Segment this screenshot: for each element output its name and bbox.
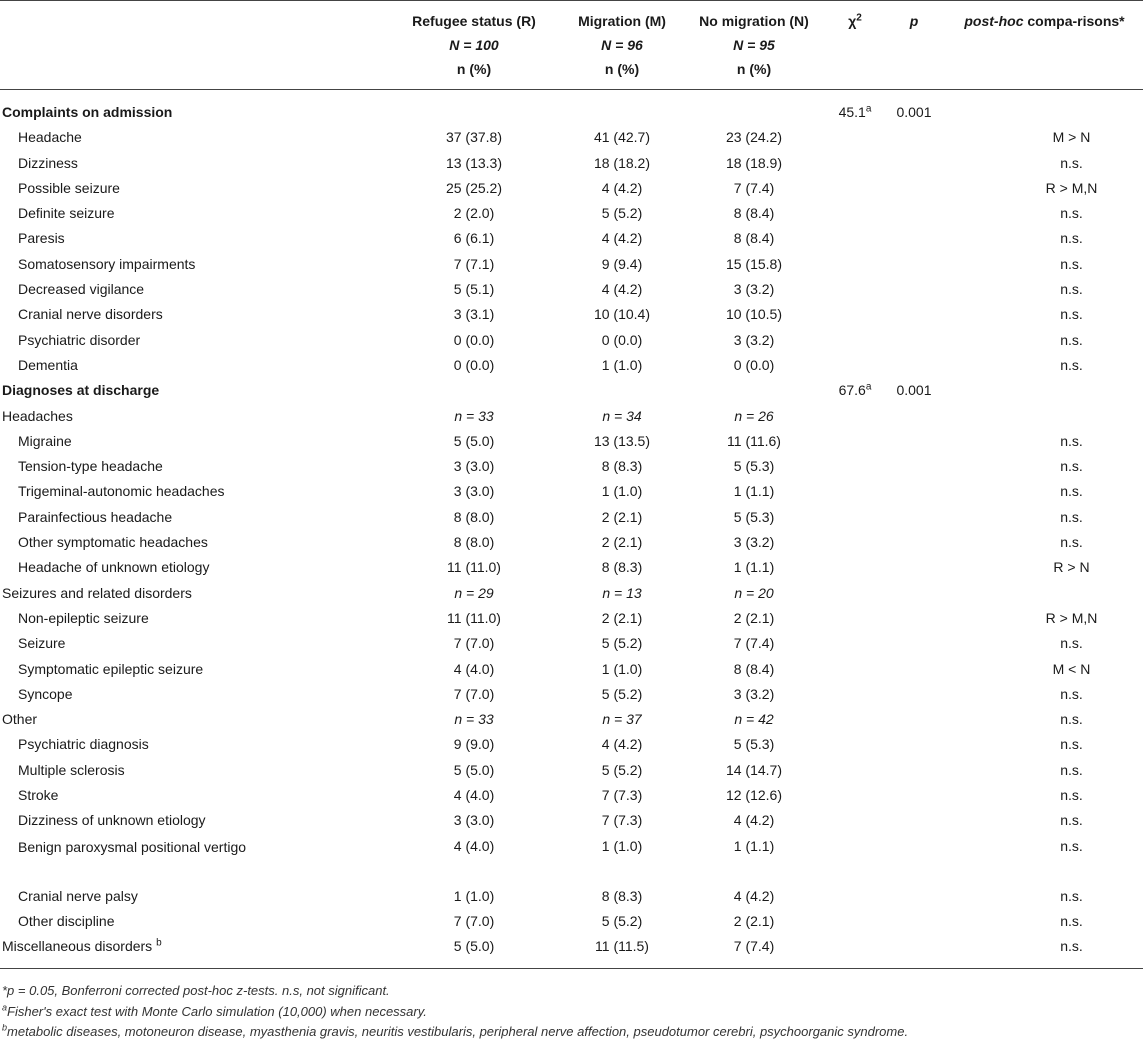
- cell-p: [884, 353, 944, 378]
- row-label: Definite seizure: [18, 205, 115, 222]
- cell-chi-square: [826, 505, 884, 530]
- table-row: [0, 631, 1143, 656]
- cell-no-migration: 14 (14.7): [725, 761, 783, 778]
- cell-migration: 1 (1.0): [601, 483, 643, 500]
- header-migration-n: N = 96: [601, 37, 643, 53]
- cell-migration: 8 (8.3): [601, 559, 643, 576]
- cell-p: [884, 479, 944, 504]
- cell-migration: 13 (13.5): [593, 432, 651, 449]
- row-label: Benign paroxysmal positional vertigo: [18, 838, 247, 855]
- cell-chi-square: [826, 682, 884, 707]
- cell-migration: 5 (5.2): [601, 685, 643, 702]
- header-posthoc: post-hoc compa-risons*: [944, 1, 1143, 34]
- cell-chi-square: [826, 353, 884, 378]
- cell-refugee: 0 (0.0): [453, 331, 495, 348]
- header-migration-title: Migration (M): [562, 1, 682, 34]
- table-row: [0, 808, 1143, 833]
- cell-no-migration: [682, 378, 826, 403]
- cell-no-migration: 1 (1.1): [733, 559, 775, 576]
- cell-refugee: [386, 90, 562, 126]
- table-row: [0, 90, 1143, 126]
- table-row: [0, 555, 1143, 580]
- cell-p: [884, 176, 944, 201]
- table-row: [0, 226, 1143, 251]
- cell-migration: 1 (1.0): [601, 837, 643, 854]
- cell-chi-square: [826, 252, 884, 277]
- cell-no-migration: 8 (8.4): [733, 230, 775, 247]
- cell-refugee: 5 (5.0): [386, 934, 562, 968]
- cell-posthoc: n.s.: [1060, 685, 1083, 702]
- cell-migration: 0 (0.0): [601, 331, 643, 348]
- cell-refugee: 11 (11.0): [447, 609, 501, 626]
- row-label: Somatosensory impairments: [18, 255, 196, 272]
- cell-p: [884, 631, 944, 656]
- row-label: Migraine: [18, 432, 72, 449]
- cell-refugee: 1 (1.0): [453, 887, 495, 904]
- cell-posthoc: n.s.: [1060, 736, 1083, 753]
- cell-refugee: 37 (37.8): [445, 129, 503, 146]
- table-row: [0, 884, 1143, 909]
- table-row: [0, 909, 1143, 934]
- cell-no-migration: 18 (18.9): [725, 154, 783, 171]
- cell-posthoc: [944, 90, 1143, 126]
- cell-no-migration: 5 (5.3): [733, 736, 775, 753]
- row-label: Parainfectious headache: [18, 508, 173, 525]
- cell-chi-square: [826, 631, 884, 656]
- header-nomig-title: No migration (N): [682, 1, 826, 34]
- cell-migration: 8 (8.3): [601, 887, 643, 904]
- cell-posthoc: n.s.: [1060, 281, 1083, 298]
- cell-refugee: 3 (3.0): [453, 458, 495, 475]
- cell-posthoc: n.s.: [1060, 534, 1083, 551]
- cell-p: [884, 252, 944, 277]
- cell-posthoc: n.s.: [1060, 255, 1083, 272]
- cell-refugee: 7 (7.0): [453, 685, 495, 702]
- cell-refugee: 4 (4.0): [453, 837, 495, 854]
- cell-migration: 9 (9.4): [601, 255, 643, 272]
- cell-posthoc: n.s.: [1060, 635, 1083, 652]
- cell-refugee: 25 (25.2): [445, 179, 503, 196]
- cell-p: [884, 808, 944, 833]
- cell-migration: 5 (5.2): [601, 205, 643, 222]
- cell-chi-square: [826, 454, 884, 479]
- cell-no-migration: 11 (11.6): [727, 432, 781, 449]
- cell-no-migration: n = 42: [734, 711, 774, 728]
- cell-posthoc: n.s.: [1060, 306, 1083, 323]
- row-label: Seizure: [18, 635, 66, 652]
- cell-no-migration: 10 (10.5): [725, 306, 783, 323]
- cell-no-migration: 4 (4.2): [733, 887, 775, 904]
- table-row: [0, 328, 1143, 353]
- cell-migration: 2 (2.1): [601, 508, 643, 525]
- cell-chi-square: [826, 581, 884, 606]
- footnotes: [2, 981, 908, 1043]
- header-refugee-pct: n (%): [386, 57, 562, 90]
- cell-chi-square: [826, 732, 884, 757]
- table-row: [0, 429, 1143, 454]
- cell-chi-square: [826, 226, 884, 251]
- cell-posthoc: n.s.: [1060, 912, 1083, 929]
- table-body: [0, 90, 1143, 969]
- table-row: [0, 404, 1143, 429]
- cell-posthoc: n.s.: [1060, 812, 1083, 829]
- cell-p: [884, 657, 944, 682]
- cell-p: [884, 682, 944, 707]
- row-label: Dizziness: [18, 154, 78, 171]
- cell-migration: [562, 378, 682, 403]
- row-label: Possible seizure: [18, 179, 120, 196]
- row-label: Diagnoses at discharge: [2, 382, 160, 399]
- cell-p: [884, 226, 944, 251]
- row-label: Decreased vigilance: [18, 281, 145, 298]
- cell-migration: 1 (1.0): [601, 660, 643, 677]
- cell-no-migration: 4 (4.2): [733, 812, 775, 829]
- table-row: [0, 252, 1143, 277]
- cell-chi-square: [826, 783, 884, 808]
- table-row: [0, 934, 1143, 968]
- header-p: p: [884, 1, 944, 34]
- cell-p: [884, 581, 944, 606]
- table-row: [0, 707, 1143, 732]
- cell-posthoc: n.s.: [1060, 205, 1083, 222]
- cell-chi-square: [826, 176, 884, 201]
- cell-migration: n = 13: [602, 584, 642, 601]
- cell-posthoc: R > M,N: [1045, 179, 1098, 196]
- cell-no-migration: 1 (1.1): [733, 483, 775, 500]
- table-row: [0, 125, 1143, 150]
- cell-p: [884, 201, 944, 226]
- row-label: Cranial nerve palsy: [18, 887, 138, 904]
- footnote-b: $^b$metabolic diseases, motoneuron disease, myasthenia gravis, neuritis vestibularis, peripheral nerve affection, pseudotumor cerebri, psychoorganic syndrome.: [2, 1022, 909, 1039]
- cell-refugee: 8 (8.0): [453, 508, 495, 525]
- table-row: [0, 353, 1143, 378]
- cell-chi-square: [826, 934, 884, 968]
- cell-migration: 2 (2.1): [601, 609, 643, 626]
- table-row: [0, 732, 1143, 757]
- cell-refugee: 8 (8.0): [453, 534, 495, 551]
- cell-chi-square: [826, 328, 884, 353]
- cell-no-migration: 2 (2.1): [733, 912, 775, 929]
- row-label: Headache of unknown etiology: [18, 559, 210, 576]
- cell-refugee: 7 (7.1): [453, 255, 495, 272]
- cell-refugee: 3 (3.1): [453, 306, 495, 323]
- cell-chi-square: 67.6$^a$: [838, 381, 872, 399]
- header-refugee-title: Refugee status (R): [386, 1, 562, 34]
- cell-p: 0.001: [896, 104, 932, 120]
- row-label: Miscellaneous disorders $^b$: [0, 934, 386, 968]
- cell-migration: 2 (2.1): [601, 534, 643, 551]
- row-label: Tension-type headache: [18, 458, 163, 475]
- table-row: [0, 378, 1143, 403]
- cell-posthoc: [944, 404, 1143, 429]
- cell-p: [884, 555, 944, 580]
- cell-refugee: 4 (4.0): [453, 660, 495, 677]
- cell-chi-square: [826, 530, 884, 555]
- cell-posthoc: R > M,N: [1045, 609, 1098, 626]
- cell-no-migration: 7 (7.4): [733, 635, 775, 652]
- cell-migration: 4 (4.2): [601, 736, 643, 753]
- cell-posthoc: n.s.: [1060, 154, 1083, 171]
- cell-migration: n = 34: [602, 407, 642, 424]
- cell-chi-square: [826, 555, 884, 580]
- cell-no-migration: 1 (1.1): [733, 837, 775, 854]
- cell-posthoc: n.s.: [1060, 761, 1083, 778]
- cell-migration: 1 (1.0): [601, 356, 643, 373]
- cell-no-migration: 5 (5.3): [733, 508, 775, 525]
- cell-migration: 4 (4.2): [601, 179, 643, 196]
- table-row: [0, 479, 1143, 504]
- cell-p: [884, 404, 944, 429]
- row-label: Headache: [18, 129, 82, 146]
- cell-p: [884, 834, 944, 884]
- table-row: [0, 201, 1143, 226]
- header-refugee-n: N = 100: [449, 37, 499, 53]
- cell-p: [884, 505, 944, 530]
- cell-chi-square: 45.1$^a$: [838, 103, 872, 120]
- cell-posthoc: n.s.: [1060, 432, 1083, 449]
- cell-no-migration: 8 (8.4): [733, 205, 775, 222]
- cell-chi-square: [826, 429, 884, 454]
- cell-chi-square: [826, 834, 884, 884]
- cell-migration: 5 (5.2): [601, 635, 643, 652]
- cell-chi-square: [826, 909, 884, 934]
- cell-chi-square: [826, 758, 884, 783]
- cell-migration: 5 (5.2): [601, 761, 643, 778]
- cell-p: [884, 454, 944, 479]
- row-label: Other discipline: [18, 912, 115, 929]
- row-label: Non-epileptic seizure: [18, 609, 149, 626]
- cell-chi-square: [826, 125, 884, 150]
- cell-posthoc: n.s.: [1060, 837, 1083, 854]
- cell-posthoc: n.s.: [1060, 458, 1083, 475]
- cell-refugee: 4 (4.0): [453, 787, 495, 804]
- row-label: Symptomatic epileptic seizure: [18, 660, 204, 677]
- cell-migration: 8 (8.3): [601, 458, 643, 475]
- cell-refugee: 9 (9.0): [453, 736, 495, 753]
- cell-no-migration: 5 (5.3): [733, 458, 775, 475]
- cell-migration: 4 (4.2): [601, 230, 643, 247]
- row-label: Paresis: [18, 230, 65, 247]
- cell-chi-square: [826, 707, 884, 732]
- table-row: [0, 606, 1143, 631]
- cell-p: [884, 302, 944, 327]
- cell-refugee: 3 (3.0): [453, 812, 495, 829]
- cell-posthoc: n.s.: [1060, 483, 1083, 500]
- row-label: Seizures and related disorders: [2, 584, 192, 601]
- cell-posthoc: n.s.: [1060, 230, 1083, 247]
- cell-refugee: 13 (13.3): [445, 154, 503, 171]
- cell-migration: 5 (5.2): [601, 912, 643, 929]
- cell-posthoc: n.s.: [1060, 331, 1083, 348]
- cell-p: [884, 732, 944, 757]
- cell-chi-square: [826, 884, 884, 909]
- cell-refugee: 11 (11.0): [447, 559, 501, 576]
- cell-p: [884, 530, 944, 555]
- cell-refugee: 6 (6.1): [453, 230, 495, 247]
- table-row: [0, 834, 1143, 884]
- cell-no-migration: 2 (2.1): [733, 609, 775, 626]
- cell-posthoc: n.s.: [1060, 787, 1083, 804]
- cell-migration: n = 37: [602, 711, 642, 728]
- cell-migration: [562, 90, 682, 126]
- cell-no-migration: 8 (8.4): [733, 660, 775, 677]
- cell-p: [884, 707, 944, 732]
- cell-refugee: [386, 378, 562, 403]
- table-row: [0, 277, 1143, 302]
- row-label: Syncope: [18, 685, 73, 702]
- cell-p: [884, 151, 944, 176]
- row-label: Psychiatric disorder: [18, 331, 141, 348]
- cell-posthoc: n.s.: [944, 934, 1143, 968]
- cell-chi-square: [826, 201, 884, 226]
- cell-posthoc: n.s.: [1060, 508, 1083, 525]
- header-label-blank: [0, 1, 386, 34]
- cell-migration: 41 (42.7): [593, 129, 651, 146]
- cell-posthoc: R > N: [1053, 559, 1090, 576]
- cell-refugee: 5 (5.0): [453, 432, 495, 449]
- cell-p: [884, 758, 944, 783]
- cell-no-migration: [682, 90, 826, 126]
- row-label: Other: [2, 711, 38, 728]
- cell-no-migration: 7 (7.4): [733, 179, 775, 196]
- cell-migration: 7 (7.3): [601, 787, 643, 804]
- row-label: Complaints on admission: [2, 104, 173, 120]
- cell-posthoc: [944, 581, 1143, 606]
- cell-chi-square: [826, 606, 884, 631]
- row-label: Other symptomatic headaches: [18, 534, 208, 551]
- cell-chi-square: [826, 808, 884, 833]
- cell-no-migration: 3 (3.2): [733, 281, 775, 298]
- cell-chi-square: [826, 302, 884, 327]
- cell-p: [884, 429, 944, 454]
- cell-chi-square: [826, 657, 884, 682]
- cell-no-migration: 3 (3.2): [733, 685, 775, 702]
- row-label: Trigeminal-autonomic headaches: [18, 483, 225, 500]
- table-row: [0, 783, 1143, 808]
- cell-posthoc: n.s.: [1060, 356, 1083, 373]
- cell-refugee: 5 (5.0): [453, 761, 495, 778]
- table-row: [0, 657, 1143, 682]
- table-row: [0, 581, 1143, 606]
- table-row: [0, 454, 1143, 479]
- header-migration-pct: n (%): [562, 57, 682, 90]
- row-label: Cranial nerve disorders: [18, 306, 163, 323]
- cell-chi-square: [826, 404, 884, 429]
- cell-refugee: n = 29: [454, 584, 494, 601]
- row-label: Psychiatric diagnosis: [18, 736, 149, 753]
- cell-posthoc: M > N: [1052, 129, 1091, 146]
- table-row: [0, 151, 1143, 176]
- table-row: [0, 530, 1143, 555]
- cell-p: [884, 884, 944, 909]
- header-nomig-pct: n (%): [682, 57, 826, 90]
- table-row: [0, 176, 1143, 201]
- cell-migration: 11 (11.5): [562, 934, 682, 968]
- cell-refugee: 0 (0.0): [453, 356, 495, 373]
- cell-no-migration: n = 26: [734, 407, 774, 424]
- table-row: [0, 505, 1143, 530]
- table-row: [0, 302, 1143, 327]
- table-row: [0, 682, 1143, 707]
- cell-refugee: 7 (7.0): [453, 635, 495, 652]
- cell-no-migration: 3 (3.2): [733, 534, 775, 551]
- cell-posthoc: n.s.: [1060, 711, 1083, 728]
- cell-posthoc: n.s.: [1060, 887, 1083, 904]
- cell-no-migration: 23 (24.2): [725, 129, 783, 146]
- cell-no-migration: 12 (12.6): [725, 787, 783, 804]
- cell-chi-square: [826, 151, 884, 176]
- row-label: Dizziness of unknown etiology: [18, 812, 206, 829]
- cell-no-migration: n = 20: [734, 584, 774, 601]
- cell-no-migration: 7 (7.4): [682, 934, 826, 968]
- cell-no-migration: 3 (3.2): [733, 331, 775, 348]
- cell-refugee: 2 (2.0): [453, 205, 495, 222]
- row-label: Stroke: [18, 787, 59, 804]
- cell-no-migration: 15 (15.8): [725, 255, 783, 272]
- cell-migration: 4 (4.2): [601, 281, 643, 298]
- cell-refugee: n = 33: [454, 711, 494, 728]
- cell-p: [884, 909, 944, 934]
- cell-posthoc: [944, 378, 1143, 403]
- row-label: Multiple sclerosis: [18, 761, 125, 778]
- header-chi-square: $\chi^2$: [826, 1, 884, 34]
- cell-refugee: 7 (7.0): [453, 912, 495, 929]
- cell-migration: 10 (10.4): [593, 306, 651, 323]
- cell-no-migration: 0 (0.0): [733, 356, 775, 373]
- header-nomig-n: N = 95: [733, 37, 775, 53]
- cell-refugee: 5 (5.1): [453, 281, 495, 298]
- cell-p: [884, 277, 944, 302]
- cell-refugee: n = 33: [454, 407, 494, 424]
- footnote-a: $^a$Fisher's exact test with Monte Carlo simulation (10,000) when necessary.: [2, 1002, 427, 1019]
- footnote-star: *p = 0.05, Bonferroni corrected post-hoc z-tests. n.s, not significant.: [2, 983, 390, 998]
- cell-chi-square: [826, 479, 884, 504]
- row-label: Headaches: [2, 407, 73, 424]
- cell-p: [884, 934, 944, 968]
- table-row: [0, 758, 1143, 783]
- cell-migration: 18 (18.2): [593, 154, 651, 171]
- cell-refugee: 3 (3.0): [453, 483, 495, 500]
- row-label: Dementia: [18, 356, 78, 373]
- cell-migration: 7 (7.3): [601, 812, 643, 829]
- table-header: [0, 1, 1143, 90]
- cell-p: [884, 328, 944, 353]
- cell-p: [884, 606, 944, 631]
- cell-p: [884, 125, 944, 150]
- cell-posthoc: M < N: [1052, 660, 1091, 677]
- cell-p: [884, 783, 944, 808]
- cell-chi-square: [826, 277, 884, 302]
- cell-p: 0.001: [896, 382, 932, 399]
